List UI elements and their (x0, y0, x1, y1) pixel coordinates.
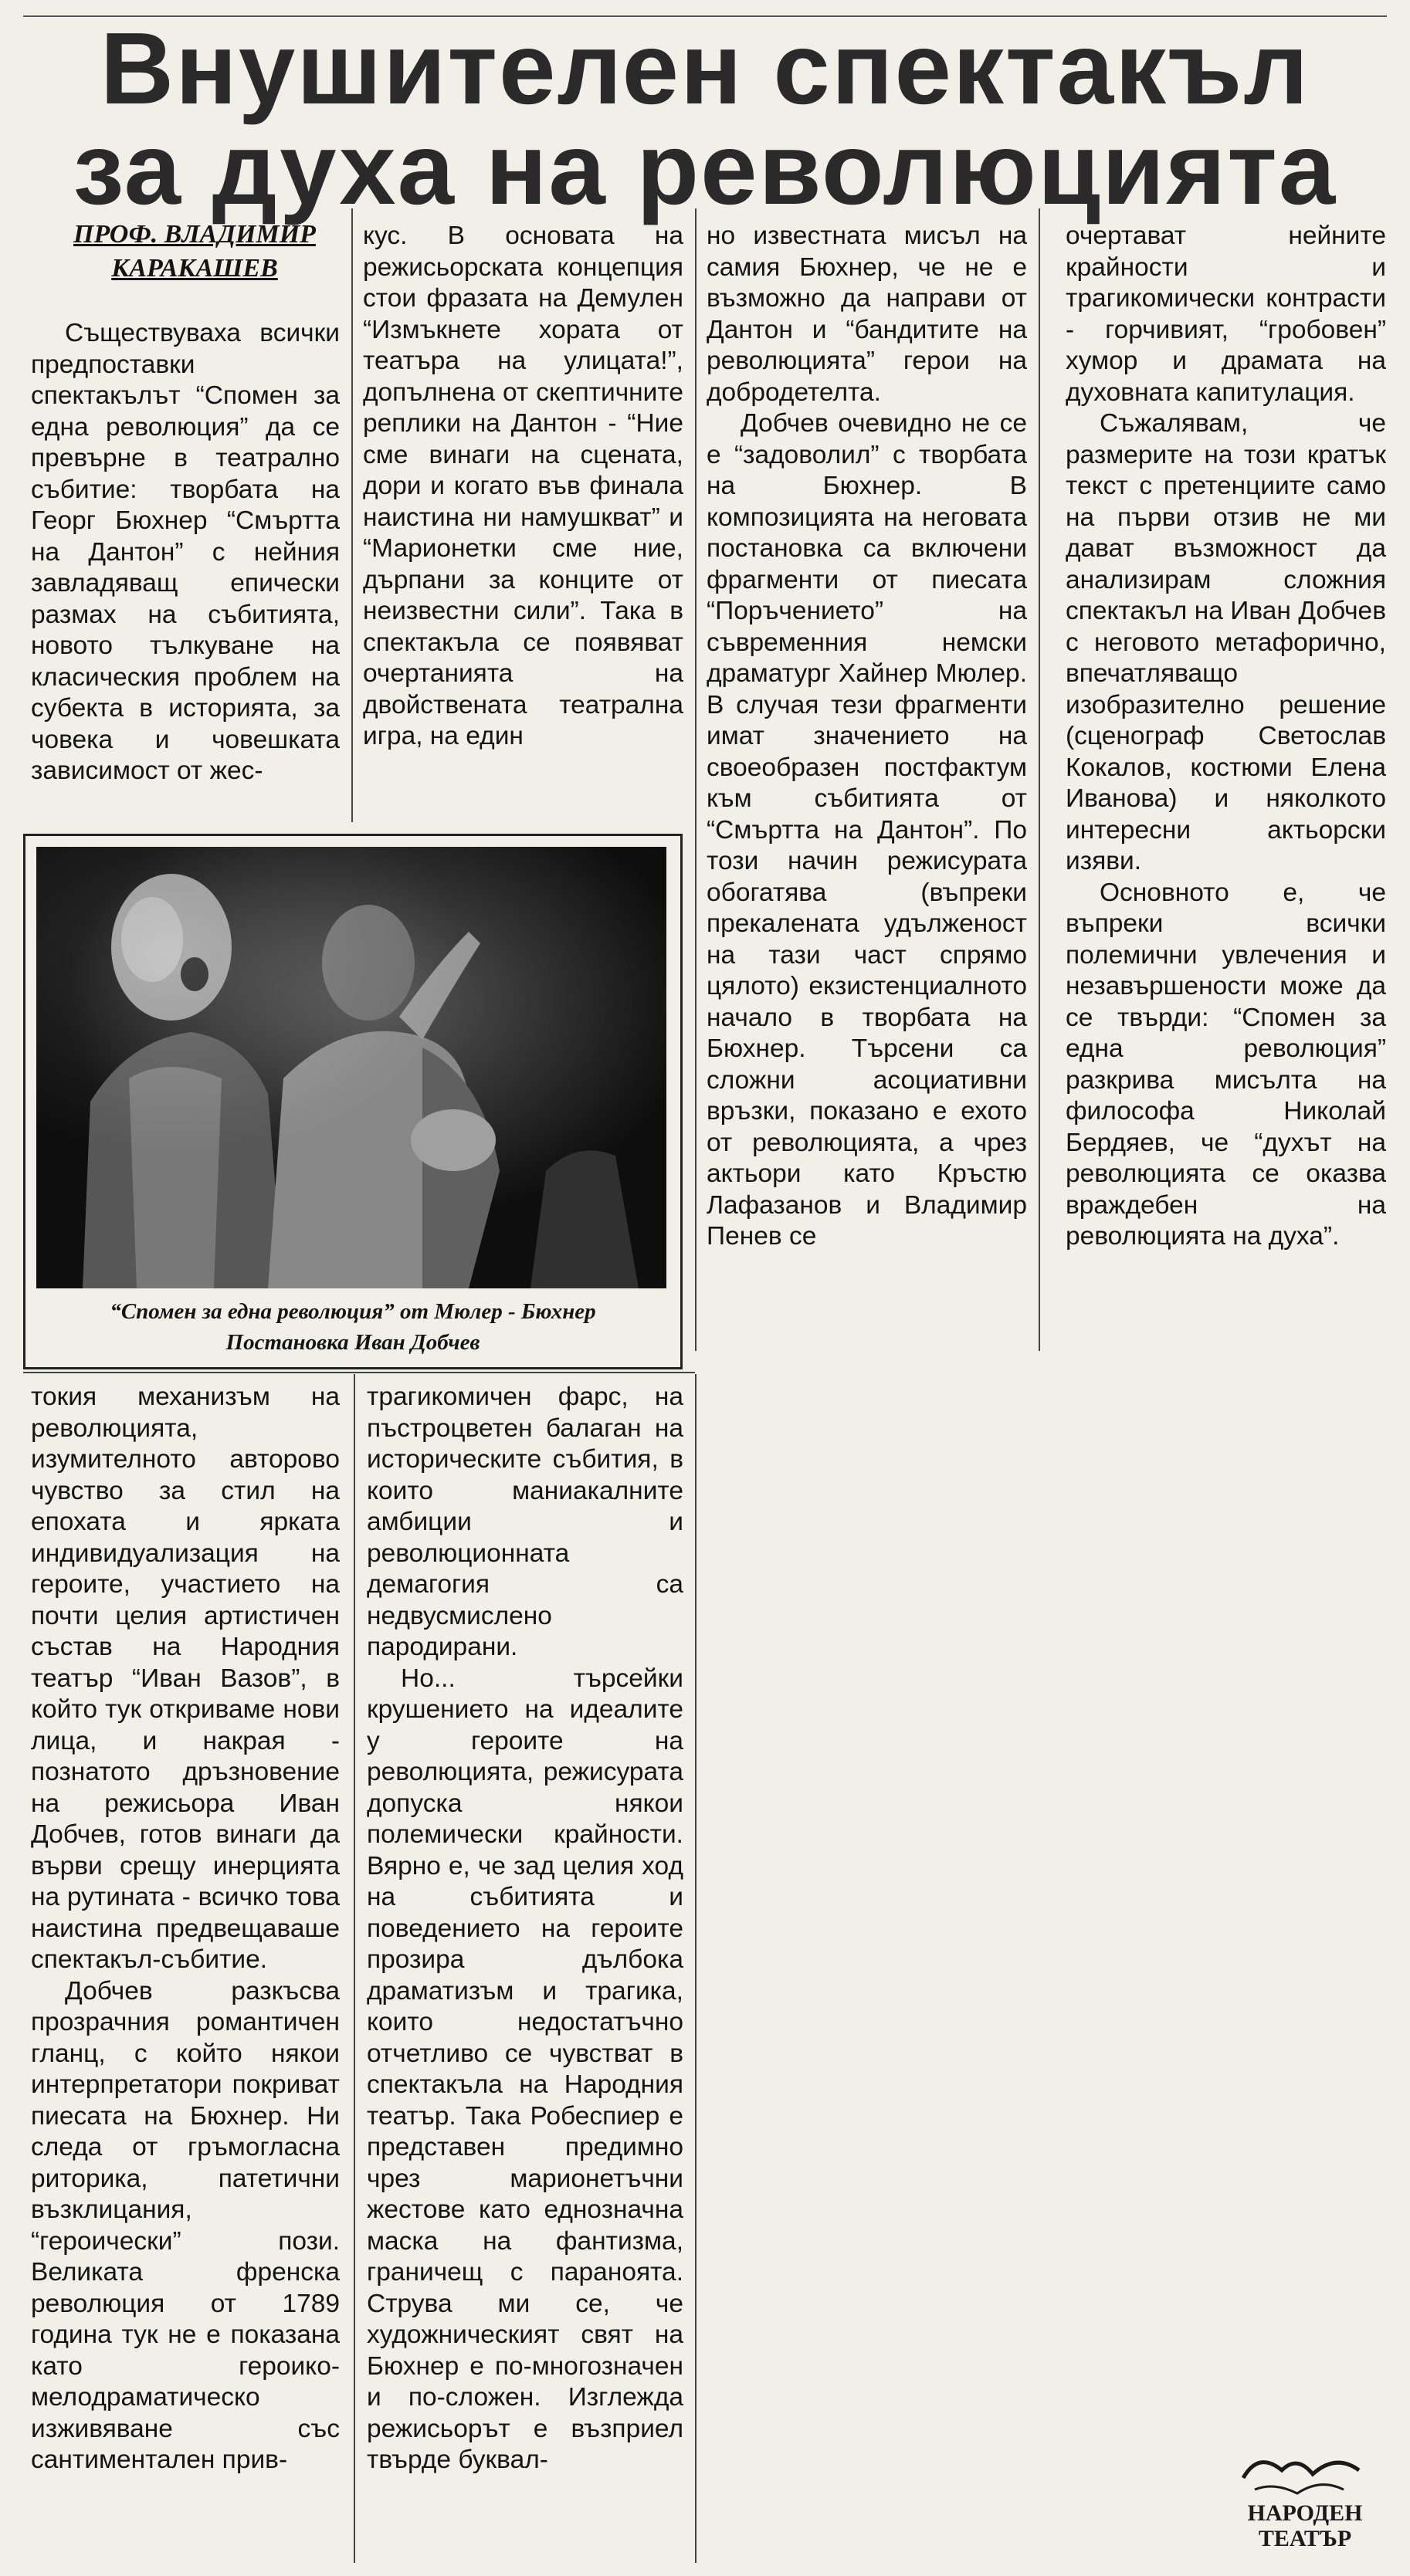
paragraph: но известната мисъл на самия Бюхнер, че не е възможно да направи от Дантон и “бандитите на революцията” герои на добродетелта. (707, 222, 1027, 407)
paragraph: Добчев разкъсва прозрачния романтичен гланц, с който някои интерпретатори покриват пиесата на Бюхнер. Ни следа от гръмогласна риторика, патетични възклицания, “героически” пози. Великата френска революция от 1789 година тук не е показана като героико-мелодраматическо изживяване със сантиментален прив- (31, 1976, 340, 2474)
author-byline (48, 218, 341, 286)
logo-signature-mark (1243, 2463, 1359, 2478)
column-rule (695, 1374, 697, 2563)
paragraph: очертават нейните крайности и трагикомически контрасти - горчивият, “гробовен” хумор и драмата на духовната капитулация. (1066, 222, 1386, 407)
article-column-5 (31, 1382, 340, 2563)
paragraph: кус. В основата на режисьорската концепция стои фразата на Демулен “Измъкнете хората от театъра на улицата!”, допълнена от скептичните реплики на Дантон - “Ние сме винаги на сцената, дори и когато във финала наистина ни намушкват” и “Марионетки сме ние, дърпани за конците от неизвестни сили”. Така в спектакъла се появяват очертанията на двойствената театрална игра, на един (363, 222, 683, 750)
caption-line-1: “Спомен за една революция” от Мюлер - Бюхнер (110, 1299, 596, 1324)
photo-frame (23, 834, 683, 1369)
stage-photo (36, 847, 666, 1288)
photo-caption (33, 1296, 673, 1358)
paragraph: Основното е, че въпреки всички полемични увлечения и незавършености може да се твърди: “Спомен за една революция” разкрива мисълта на философа Николай Бердяев, че “духът на революцията се оказва враждебен на революцията на духа”. (1066, 878, 1386, 1251)
paragraph: Добчев очевидно не се е “задоволил” с творбата на Бюхнер. В композицията на неговата постановка са включени фрагменти от пиесата “Поръчението” на съвременния немски драматург Хайнер Мюлер. В случая тези фрагменти имат значението на своеобразен постфактум към събитията от “Смъртта на Дантон”. По този начин режисурата обогатява (въпреки прекалената удълженост на тази част спрямо цялото) екзистенциалното начало в творбата на Бюхнер. Търсени са сложни асоциативни връзки, показано е ехото от революцията, а чрез актьори като Кръстю Лафазанов и Владимир Пенев се (707, 409, 1027, 1251)
paragraph: Съжалявам, че размерите на този кратък текст с претенциите само на първи отзив не ми дават възможност да анализирам сложния спектакъл на Иван Добчев с неговото метафорично, впечатляващо изобразително решение (сценограф Светослав Кокалов, костюми Елена Иванова) и няколкото интересни актьорски изяви. (1066, 409, 1386, 875)
article-column-3 (707, 221, 1027, 1348)
article-column-6 (367, 1382, 683, 2563)
national-theatre-logo (1228, 2447, 1382, 2555)
section-rule (23, 1372, 695, 1373)
logo-text-line-2: ТЕАТЪР (1258, 2526, 1352, 2551)
article-column-1 (31, 318, 340, 820)
column-rule (695, 208, 697, 1351)
author-line-1: ПРОФ. ВЛАДИМИР (73, 220, 316, 249)
column-rule (1039, 208, 1040, 1351)
stage-photo-image (36, 847, 666, 1288)
paragraph: трагикомичен фарс, на пъстроцветен балаган на историческите събития, в които маниакалните амбиции и революционната демагогия са недвусмислено пародирани. (367, 1383, 683, 1661)
column-rule (354, 1374, 355, 2563)
caption-line-2: Постановка Иван Добчев (225, 1330, 480, 1355)
headline-line-1: Внушителен спектакъл (100, 12, 1310, 125)
column-rule (351, 208, 353, 822)
paragraph: токия механизъм на революцията, изумителното авторово чувство за стил на епохата и ярката индивидуализация на героите, участието на почти целия артистичен състав на Народния театър “Иван Вазов”, в който тук откриваме нови лица, и накрая - познатото дръзновение на режисьора Иван Добчев, готов винаги да върви срещу инерцията на рутината - всичко това наистина предвещаваше спектакъл-събитие. (31, 1383, 340, 1974)
paragraph: Но... търсейки крушението на идеалите у героите на революцията, режисурата допуска някои полемически крайности. Вярно е, че зад целия ход на събитията и поведението на героите прозира дълбока драматизъм и трагика, които недостатъчно отчетливо се чувстват в спектакъла на Народния театър. Така Робеспиер е представен предимно чрез марионетъчни жестове като еднозначна маска на фантизма, граничещ с параноята. Струва ми се, че художническият свят на Бюхнер е по-многозначен и по-сложен. Изглежда режисьорът е възприел твърде буквал- (367, 1664, 683, 2474)
logo-signature-flourish (1255, 2485, 1344, 2493)
author-line-2: КАРАКАШЕВ (111, 254, 278, 283)
headline-line-2: за духа на революцията (73, 112, 1337, 225)
logo-text-line-1: НАРОДЕН (1247, 2500, 1363, 2526)
paragraph: Съществуваха всички предпоставки спектакълът “Спомен за една революция” да се превърне в театрално събитие: творбата на Георг Бюхнер “Смъртта на Дантон” с нейния завладяващ епически размах на събитията, новото тълкуване на класическия проблем на субекта в историята, за човека и човешката зависимост от жес- (31, 319, 340, 785)
article-column-4 (1066, 221, 1386, 1348)
article-column-2 (363, 221, 683, 820)
